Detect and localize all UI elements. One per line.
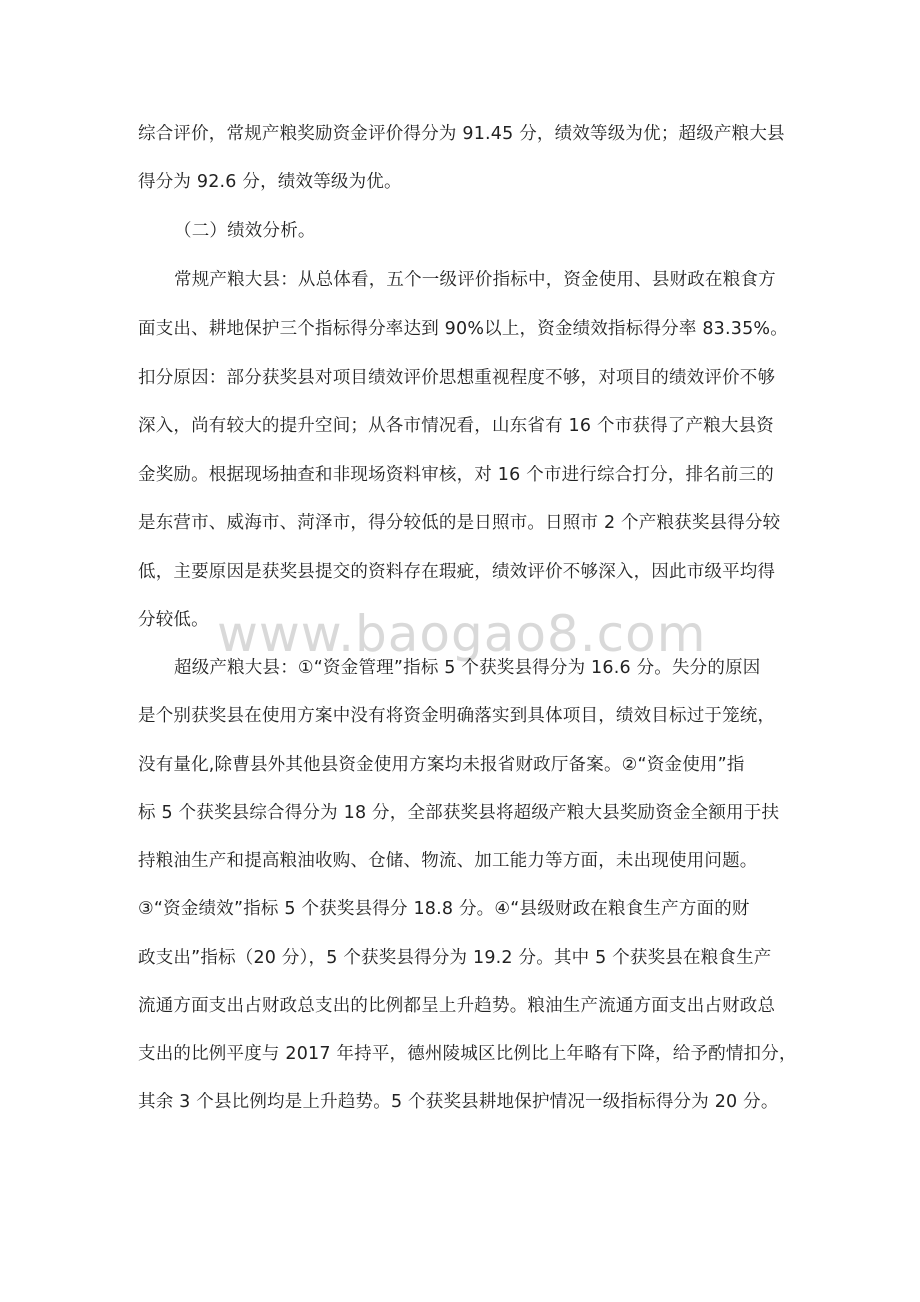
text-line-18: 政支出”指标（20 分），5 个获奖县得分为 19.2 分。其中 5 个获奖县在粮食生产	[138, 948, 772, 968]
text-line-10: 低，主要原因是获奖县提交的资料存在瑕疵，绩效评价不够深入，因此市级平均得	[138, 562, 776, 582]
text-line-8: 金奖励。根据现场抽查和非现场资料审核，对 16 个市进行综合打分，排名前三的	[138, 465, 774, 485]
text-line-17: ③“资金绩效”指标 5 个获奖县得分 18.8 分。④“县级财政在粮食生产方面的财	[138, 899, 750, 919]
text-line-9: 是东营市、威海市、菏泽市，得分较低的是日照市。日照市 2 个产粮获奖县得分较	[138, 513, 781, 533]
text-line-19: 流通方面支出占财政总支出的比例都呈上升趋势。粮油生产流通方面支出占财政总	[138, 996, 776, 1016]
text-line-15: 标 5 个获奖县综合得分为 18 分，全部获奖县将超级产粮大县奖励资金全额用于扶	[138, 803, 780, 823]
text-line-12: 超级产粮大县：①“资金管理”指标 5 个获奖县得分为 16.6 分。失分的原因	[174, 658, 761, 678]
watermark: www.baogao8.com	[217, 605, 707, 663]
text-line-14: 没有量化,除曹县外其他县资金使用方案均未报省财政厅备案。②“资金使用”指	[138, 755, 745, 775]
text-line-6: 扣分原因：部分获奖县对项目绩效评价思想重视程度不够，对项目的绩效评价不够	[138, 368, 776, 388]
text-line-1: 综合评价，常规产粮奖励资金评价得分为 91.45 分，绩效等级为优；超级产粮大县	[138, 124, 785, 144]
text-line-13: 是个别获奖县在使用方案中没有将资金明确落实到具体项目，绩效目标过于笼统，	[138, 706, 776, 726]
text-line-7: 深入，尚有较大的提升空间；从各市情况看，山东省有 16 个市获得了产粮大县资	[138, 416, 774, 436]
text-line-4: 常规产粮大县：从总体看，五个一级评价指标中，资金使用、县财政在粮食方	[174, 270, 776, 290]
text-line-11: 分较低。	[138, 610, 209, 630]
text-line-5: 面支出、耕地保护三个指标得分率达到 90%以上，资金绩效指标得分率 83.35%。	[138, 319, 788, 339]
text-line-16: 持粮油生产和提高粮油收购、仓储、物流、加工能力等方面，未出现使用问题。	[138, 851, 758, 871]
text-line-2: 得分为 92.6 分，绩效等级为优。	[138, 172, 402, 192]
text-line-20: 支出的比例平度与 2017 年持平，德州陵城区比例比上年略有下降，给予酌情扣分，	[138, 1044, 797, 1064]
text-line-21: 其余 3 个县比例均是上升趋势。5 个获奖县耕地保护情况一级指标得分为 20 分。	[138, 1092, 779, 1112]
section-heading: （二）绩效分析。	[174, 221, 316, 241]
